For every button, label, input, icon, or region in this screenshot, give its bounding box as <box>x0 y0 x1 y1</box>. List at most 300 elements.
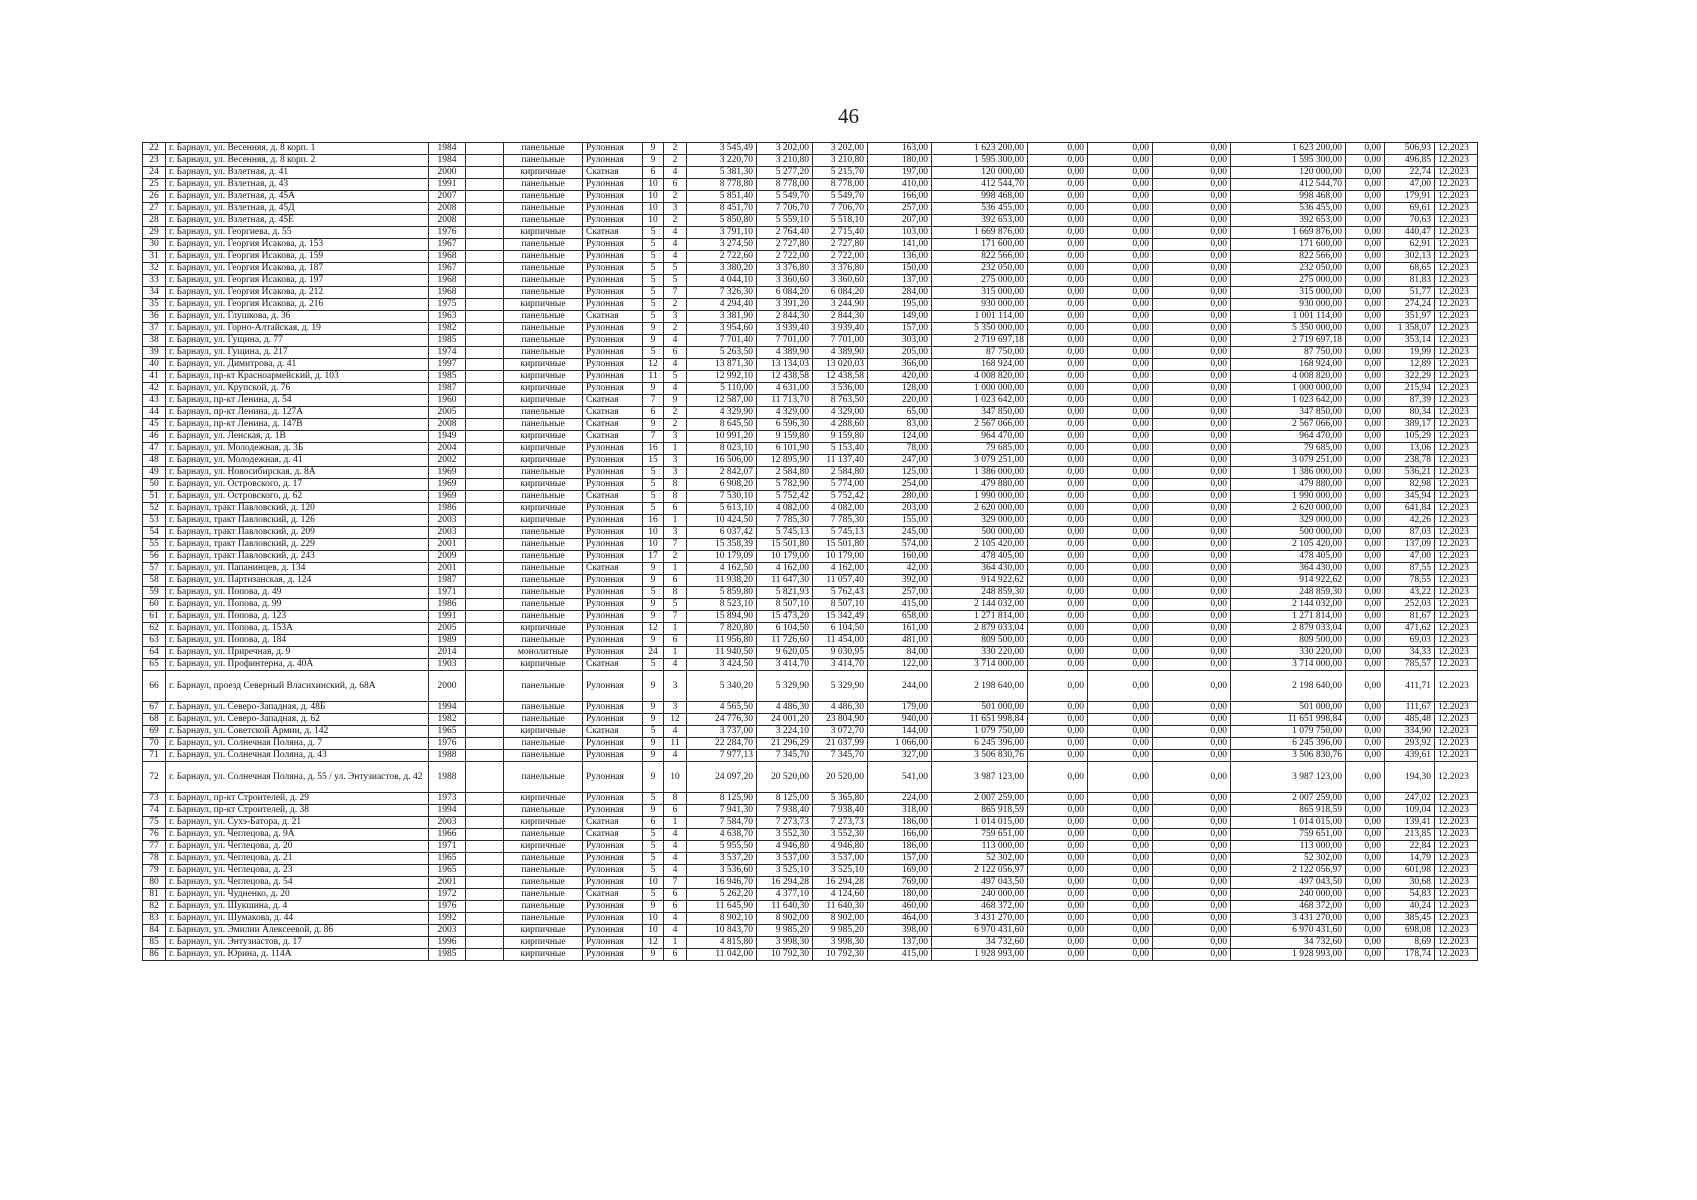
cell-build-year: 1986 <box>429 599 466 611</box>
cell-roof-type: Рулонная <box>583 949 643 961</box>
cell-build-year: 1982 <box>429 323 466 335</box>
cell-regional-budget: 0,00 <box>1088 599 1153 611</box>
cell-address: г. Барнаул, ул. Георгиева, д. 55 <box>166 227 429 239</box>
cell-total-area: 3 380,20 <box>687 263 757 275</box>
cell-owners-funds: 347 850,00 <box>1231 407 1346 419</box>
cell-living-area: 7 785,30 <box>813 515 868 527</box>
cell-deadline: 12.2023 <box>1435 239 1478 251</box>
table-row <box>143 551 1478 563</box>
cell-owners-funds: 497 043,50 <box>1231 877 1346 889</box>
cell-entrances: 4 <box>664 865 687 877</box>
cell-unit-cost: 51,77 <box>1385 287 1435 299</box>
cell-roof-type: Рулонная <box>583 443 643 455</box>
table-row <box>143 539 1478 551</box>
cell-row-number: 60 <box>143 599 166 611</box>
cell-owners-funds: 168 924,00 <box>1231 359 1346 371</box>
cell-deadline: 12.2023 <box>1435 587 1478 599</box>
cell-blank <box>466 359 504 371</box>
cell-floors: 5 <box>643 479 664 491</box>
cell-address: г. Барнаул, ул. Чеглецова, д. 9А <box>166 829 429 841</box>
cell-build-year: 1984 <box>429 155 466 167</box>
cell-local-budget: 0,00 <box>1153 925 1231 937</box>
cell-floors: 24 <box>643 647 664 659</box>
cell-other-funds: 0,00 <box>1346 913 1385 925</box>
cell-fund-share: 0,00 <box>1028 239 1088 251</box>
cell-total-area: 12 992,10 <box>687 371 757 383</box>
cell-other-funds: 0,00 <box>1346 239 1385 251</box>
cell-local-budget: 0,00 <box>1153 251 1231 263</box>
cell-premises-area: 15 473,20 <box>757 611 813 623</box>
cell-wall-material: панельные <box>504 239 583 251</box>
cell-roof-type: Скатная <box>583 227 643 239</box>
cell-wall-material: кирпичные <box>504 949 583 961</box>
cell-total-cost: 1 669 876,00 <box>932 227 1028 239</box>
cell-regional-budget: 0,00 <box>1088 829 1153 841</box>
table-row <box>143 762 1478 793</box>
cell-wall-material: кирпичные <box>504 726 583 738</box>
cell-roof-type: Рулонная <box>583 853 643 865</box>
cell-wall-material: кирпичные <box>504 371 583 383</box>
cell-total-area: 4 162,50 <box>687 563 757 575</box>
cell-entrances: 3 <box>664 311 687 323</box>
cell-roof-type: Рулонная <box>583 913 643 925</box>
cell-deadline: 12.2023 <box>1435 805 1478 817</box>
cell-build-year: 1965 <box>429 853 466 865</box>
cell-total-cost: 2 198 640,00 <box>932 671 1028 702</box>
cell-floors: 10 <box>643 179 664 191</box>
cell-total-area: 7 326,30 <box>687 287 757 299</box>
cell-wall-material: кирпичные <box>504 623 583 635</box>
cell-living-area: 3 414,70 <box>813 659 868 671</box>
cell-unit-cost: 641,84 <box>1385 503 1435 515</box>
cell-total-area: 15 358,39 <box>687 539 757 551</box>
cell-premises-area: 4 162,00 <box>757 563 813 575</box>
cell-blank <box>466 635 504 647</box>
cell-total-cost: 113 000,00 <box>932 841 1028 853</box>
cell-other-funds: 0,00 <box>1346 215 1385 227</box>
cell-row-number: 51 <box>143 491 166 503</box>
cell-unit-cost: 81,67 <box>1385 611 1435 623</box>
cell-entrances: 5 <box>664 599 687 611</box>
cell-premises-area: 12 438,58 <box>757 371 813 383</box>
cell-local-budget: 0,00 <box>1153 263 1231 275</box>
cell-blank <box>466 762 504 793</box>
cell-residents: 460,00 <box>868 901 932 913</box>
cell-owners-funds: 2 620 000,00 <box>1231 503 1346 515</box>
cell-residents: 410,00 <box>868 179 932 191</box>
cell-wall-material: панельные <box>504 551 583 563</box>
cell-row-number: 22 <box>143 143 166 155</box>
cell-other-funds: 0,00 <box>1346 829 1385 841</box>
table-row <box>143 251 1478 263</box>
cell-unit-cost: 69,03 <box>1385 635 1435 647</box>
cell-address: г. Барнаул, тракт Павловский, д. 126 <box>166 515 429 527</box>
cell-address: г. Барнаул, ул. Попова, д. 123 <box>166 611 429 623</box>
cell-row-number: 28 <box>143 215 166 227</box>
cell-owners-funds: 1 669 876,00 <box>1231 227 1346 239</box>
cell-other-funds: 0,00 <box>1346 599 1385 611</box>
cell-local-budget: 0,00 <box>1153 407 1231 419</box>
cell-total-cost: 468 372,00 <box>932 901 1028 913</box>
cell-living-area: 11 454,00 <box>813 635 868 647</box>
cell-living-area: 10 179,00 <box>813 551 868 563</box>
cell-address: г. Барнаул, ул. Энтузиастов, д. 17 <box>166 937 429 949</box>
cell-unit-cost: 178,74 <box>1385 949 1435 961</box>
cell-unit-cost: 485,48 <box>1385 714 1435 726</box>
cell-blank <box>466 347 504 359</box>
cell-premises-area: 11 640,30 <box>757 901 813 913</box>
cell-local-budget: 0,00 <box>1153 167 1231 179</box>
cell-owners-funds: 3 987 123,00 <box>1231 762 1346 793</box>
cell-regional-budget: 0,00 <box>1088 551 1153 563</box>
cell-deadline: 12.2023 <box>1435 287 1478 299</box>
cell-local-budget: 0,00 <box>1153 395 1231 407</box>
cell-build-year: 2009 <box>429 551 466 563</box>
cell-roof-type: Рулонная <box>583 503 643 515</box>
cell-address: г. Барнаул, ул. Взлетная, д. 45Д <box>166 203 429 215</box>
cell-entrances: 6 <box>664 503 687 515</box>
cell-address: г. Барнаул, тракт Павловский, д. 243 <box>166 551 429 563</box>
cell-roof-type: Рулонная <box>583 287 643 299</box>
cell-floors: 9 <box>643 323 664 335</box>
cell-regional-budget: 0,00 <box>1088 901 1153 913</box>
table-row <box>143 949 1478 961</box>
cell-blank <box>466 215 504 227</box>
table-row <box>143 359 1478 371</box>
cell-deadline: 12.2023 <box>1435 563 1478 575</box>
cell-owners-funds: 79 685,00 <box>1231 443 1346 455</box>
cell-living-area: 5 215,70 <box>813 167 868 179</box>
cell-wall-material: кирпичные <box>504 443 583 455</box>
cell-blank <box>466 738 504 750</box>
cell-total-area: 5 955,50 <box>687 841 757 853</box>
cell-wall-material: панельные <box>504 635 583 647</box>
cell-residents: 150,00 <box>868 263 932 275</box>
cell-total-area: 8 645,50 <box>687 419 757 431</box>
cell-regional-budget: 0,00 <box>1088 793 1153 805</box>
cell-build-year: 2007 <box>429 191 466 203</box>
table-row <box>143 467 1478 479</box>
cell-residents: 179,00 <box>868 702 932 714</box>
cell-blank <box>466 702 504 714</box>
cell-unit-cost: 54,83 <box>1385 889 1435 901</box>
cell-address: г. Барнаул, проезд Северный Власихинский, д. 68А <box>166 671 429 702</box>
cell-fund-share: 0,00 <box>1028 793 1088 805</box>
cell-total-cost: 315 000,00 <box>932 287 1028 299</box>
cell-wall-material: кирпичные <box>504 503 583 515</box>
cell-address: г. Барнаул, ул. Чеглецова, д. 20 <box>166 841 429 853</box>
cell-build-year: 1975 <box>429 299 466 311</box>
cell-floors: 10 <box>643 539 664 551</box>
cell-living-area: 3 376,80 <box>813 263 868 275</box>
cell-row-number: 72 <box>143 762 166 793</box>
cell-regional-budget: 0,00 <box>1088 263 1153 275</box>
cell-fund-share: 0,00 <box>1028 323 1088 335</box>
cell-roof-type: Рулонная <box>583 479 643 491</box>
cell-total-area: 12 587,00 <box>687 395 757 407</box>
cell-living-area: 6 104,50 <box>813 623 868 635</box>
cell-wall-material: панельные <box>504 805 583 817</box>
cell-blank <box>466 750 504 762</box>
cell-wall-material: кирпичные <box>504 659 583 671</box>
cell-floors: 6 <box>643 407 664 419</box>
cell-blank <box>466 877 504 889</box>
cell-owners-funds: 330 220,00 <box>1231 647 1346 659</box>
cell-regional-budget: 0,00 <box>1088 191 1153 203</box>
cell-total-area: 10 991,20 <box>687 431 757 443</box>
cell-regional-budget: 0,00 <box>1088 443 1153 455</box>
cell-deadline: 12.2023 <box>1435 155 1478 167</box>
cell-build-year: 2003 <box>429 925 466 937</box>
cell-row-number: 46 <box>143 431 166 443</box>
cell-address: г. Барнаул, тракт Павловский, д. 120 <box>166 503 429 515</box>
cell-blank <box>466 659 504 671</box>
cell-owners-funds: 2 122 056,97 <box>1231 865 1346 877</box>
cell-regional-budget: 0,00 <box>1088 563 1153 575</box>
cell-address: г. Барнаул, ул. Георгия Исакова, д. 216 <box>166 299 429 311</box>
cell-address: г. Барнаул, ул. Попова, д. 153А <box>166 623 429 635</box>
cell-unit-cost: 19,99 <box>1385 347 1435 359</box>
cell-row-number: 38 <box>143 335 166 347</box>
cell-blank <box>466 287 504 299</box>
cell-residents: 161,00 <box>868 623 932 635</box>
table-row <box>143 937 1478 949</box>
cell-owners-funds: 865 918,59 <box>1231 805 1346 817</box>
cell-total-cost: 1 271 814,00 <box>932 611 1028 623</box>
cell-build-year: 1994 <box>429 702 466 714</box>
cell-entrances: 3 <box>664 455 687 467</box>
cell-local-budget: 0,00 <box>1153 829 1231 841</box>
table-row <box>143 805 1478 817</box>
cell-total-area: 5 110,00 <box>687 383 757 395</box>
cell-address: г. Барнаул, пр-кт Ленина, д. 54 <box>166 395 429 407</box>
cell-blank <box>466 143 504 155</box>
cell-deadline: 12.2023 <box>1435 539 1478 551</box>
cell-total-area: 2 842,07 <box>687 467 757 479</box>
table-row <box>143 371 1478 383</box>
cell-total-cost: 1 990 000,00 <box>932 491 1028 503</box>
cell-other-funds: 0,00 <box>1346 635 1385 647</box>
cell-floors: 9 <box>643 635 664 647</box>
table-row <box>143 563 1478 575</box>
cell-entrances: 2 <box>664 191 687 203</box>
cell-floors: 6 <box>643 817 664 829</box>
cell-residents: 180,00 <box>868 889 932 901</box>
cell-wall-material: панельные <box>504 491 583 503</box>
cell-residents: 245,00 <box>868 527 932 539</box>
cell-living-area: 2 844,30 <box>813 311 868 323</box>
cell-roof-type: Рулонная <box>583 335 643 347</box>
cell-total-cost: 232 050,00 <box>932 263 1028 275</box>
cell-owners-funds: 2 567 066,00 <box>1231 419 1346 431</box>
cell-other-funds: 0,00 <box>1346 407 1385 419</box>
cell-unit-cost: 411,71 <box>1385 671 1435 702</box>
cell-floors: 10 <box>643 925 664 937</box>
cell-fund-share: 0,00 <box>1028 155 1088 167</box>
table-row <box>143 623 1478 635</box>
cell-living-area: 2 584,80 <box>813 467 868 479</box>
cell-regional-budget: 0,00 <box>1088 611 1153 623</box>
cell-unit-cost: 1 358,07 <box>1385 323 1435 335</box>
cell-roof-type: Скатная <box>583 563 643 575</box>
cell-owners-funds: 478 405,00 <box>1231 551 1346 563</box>
cell-total-area: 3 954,60 <box>687 323 757 335</box>
cell-unit-cost: 80,34 <box>1385 407 1435 419</box>
cell-regional-budget: 0,00 <box>1088 647 1153 659</box>
cell-build-year: 1967 <box>429 263 466 275</box>
cell-living-area: 2 715,40 <box>813 227 868 239</box>
cell-other-funds: 0,00 <box>1346 877 1385 889</box>
cell-local-budget: 0,00 <box>1153 937 1231 949</box>
cell-owners-funds: 2 105 420,00 <box>1231 539 1346 551</box>
cell-residents: 280,00 <box>868 491 932 503</box>
cell-roof-type: Рулонная <box>583 551 643 563</box>
cell-roof-type: Рулонная <box>583 527 643 539</box>
cell-wall-material: кирпичные <box>504 937 583 949</box>
cell-roof-type: Скатная <box>583 491 643 503</box>
cell-blank <box>466 889 504 901</box>
cell-other-funds: 0,00 <box>1346 659 1385 671</box>
cell-other-funds: 0,00 <box>1346 647 1385 659</box>
cell-unit-cost: 179,91 <box>1385 191 1435 203</box>
cell-deadline: 12.2023 <box>1435 925 1478 937</box>
cell-residents: 420,00 <box>868 371 932 383</box>
cell-floors: 5 <box>643 263 664 275</box>
cell-other-funds: 0,00 <box>1346 762 1385 793</box>
cell-total-area: 3 424,50 <box>687 659 757 671</box>
cell-local-budget: 0,00 <box>1153 889 1231 901</box>
cell-deadline: 12.2023 <box>1435 143 1478 155</box>
cell-residents: 180,00 <box>868 155 932 167</box>
cell-row-number: 34 <box>143 287 166 299</box>
cell-residents: 78,00 <box>868 443 932 455</box>
cell-unit-cost: 82,98 <box>1385 479 1435 491</box>
cell-unit-cost: 13,06 <box>1385 443 1435 455</box>
cell-total-area: 7 941,30 <box>687 805 757 817</box>
table-row <box>143 726 1478 738</box>
cell-build-year: 1971 <box>429 587 466 599</box>
cell-residents: 398,00 <box>868 925 932 937</box>
cell-total-cost: 1 001 114,00 <box>932 311 1028 323</box>
cell-address: г. Барнаул, ул. Островского, д. 62 <box>166 491 429 503</box>
cell-roof-type: Рулонная <box>583 702 643 714</box>
cell-residents: 160,00 <box>868 551 932 563</box>
cell-entrances: 1 <box>664 515 687 527</box>
cell-entrances: 8 <box>664 587 687 599</box>
cell-deadline: 12.2023 <box>1435 901 1478 913</box>
cell-fund-share: 0,00 <box>1028 539 1088 551</box>
cell-roof-type: Рулонная <box>583 323 643 335</box>
cell-unit-cost: 87,39 <box>1385 395 1435 407</box>
cell-address: г. Барнаул, ул. Весенняя, д. 8 корп. 2 <box>166 155 429 167</box>
cell-wall-material: кирпичные <box>504 925 583 937</box>
cell-residents: 464,00 <box>868 913 932 925</box>
cell-address: г. Барнаул, ул. Новосибирская, д. 8А <box>166 467 429 479</box>
cell-roof-type: Рулонная <box>583 635 643 647</box>
cell-floors: 5 <box>643 726 664 738</box>
cell-living-area: 4 082,00 <box>813 503 868 515</box>
cell-premises-area: 3 391,20 <box>757 299 813 311</box>
cell-floors: 5 <box>643 275 664 287</box>
cell-residents: 244,00 <box>868 671 932 702</box>
cell-wall-material: панельные <box>504 599 583 611</box>
cell-entrances: 5 <box>664 371 687 383</box>
cell-floors: 9 <box>643 702 664 714</box>
table-row <box>143 323 1478 335</box>
cell-roof-type: Рулонная <box>583 671 643 702</box>
cell-local-budget: 0,00 <box>1153 635 1231 647</box>
cell-roof-type: Рулонная <box>583 611 643 623</box>
cell-entrances: 6 <box>664 949 687 961</box>
cell-owners-funds: 329 000,00 <box>1231 515 1346 527</box>
cell-roof-type: Рулонная <box>583 539 643 551</box>
cell-total-cost: 3 987 123,00 <box>932 762 1028 793</box>
cell-residents: 224,00 <box>868 793 932 805</box>
cell-fund-share: 0,00 <box>1028 479 1088 491</box>
cell-fund-share: 0,00 <box>1028 335 1088 347</box>
cell-total-area: 8 451,70 <box>687 203 757 215</box>
cell-address: г. Барнаул, ул. Взлетная, д. 41 <box>166 167 429 179</box>
cell-premises-area: 16 294,28 <box>757 877 813 889</box>
cell-residents: 392,00 <box>868 575 932 587</box>
cell-blank <box>466 179 504 191</box>
cell-blank <box>466 155 504 167</box>
cell-local-budget: 0,00 <box>1153 817 1231 829</box>
cell-residents: 254,00 <box>868 479 932 491</box>
cell-roof-type: Рулонная <box>583 299 643 311</box>
cell-roof-type: Рулонная <box>583 865 643 877</box>
cell-deadline: 12.2023 <box>1435 817 1478 829</box>
cell-address: г. Барнаул, пр-кт Ленина, д. 147В <box>166 419 429 431</box>
cell-build-year: 1976 <box>429 738 466 750</box>
cell-total-cost: 2 007 259,00 <box>932 793 1028 805</box>
cell-build-year: 1987 <box>429 383 466 395</box>
cell-living-area: 8 902,00 <box>813 913 868 925</box>
cell-residents: 186,00 <box>868 841 932 853</box>
cell-total-cost: 2 567 066,00 <box>932 419 1028 431</box>
cell-blank <box>466 563 504 575</box>
cell-owners-funds: 392 653,00 <box>1231 215 1346 227</box>
cell-floors: 5 <box>643 829 664 841</box>
cell-owners-funds: 52 302,00 <box>1231 853 1346 865</box>
cell-entrances: 11 <box>664 738 687 750</box>
cell-other-funds: 0,00 <box>1346 395 1385 407</box>
cell-total-area: 11 645,90 <box>687 901 757 913</box>
cell-entrances: 2 <box>664 143 687 155</box>
cell-fund-share: 0,00 <box>1028 515 1088 527</box>
cell-roof-type: Скатная <box>583 431 643 443</box>
cell-wall-material: кирпичные <box>504 431 583 443</box>
cell-fund-share: 0,00 <box>1028 841 1088 853</box>
cell-row-number: 64 <box>143 647 166 659</box>
cell-fund-share: 0,00 <box>1028 203 1088 215</box>
table-row <box>143 215 1478 227</box>
cell-total-cost: 248 859,30 <box>932 587 1028 599</box>
cell-fund-share: 0,00 <box>1028 287 1088 299</box>
cell-floors: 10 <box>643 215 664 227</box>
cell-total-cost: 120 000,00 <box>932 167 1028 179</box>
cell-total-area: 11 938,20 <box>687 575 757 587</box>
cell-regional-budget: 0,00 <box>1088 155 1153 167</box>
cell-owners-funds: 822 566,00 <box>1231 251 1346 263</box>
cell-floors: 5 <box>643 793 664 805</box>
cell-total-cost: 1 000 000,00 <box>932 383 1028 395</box>
cell-premises-area: 4 082,00 <box>757 503 813 515</box>
cell-row-number: 86 <box>143 949 166 961</box>
cell-deadline: 12.2023 <box>1435 359 1478 371</box>
cell-residents: 327,00 <box>868 750 932 762</box>
cell-row-number: 56 <box>143 551 166 563</box>
